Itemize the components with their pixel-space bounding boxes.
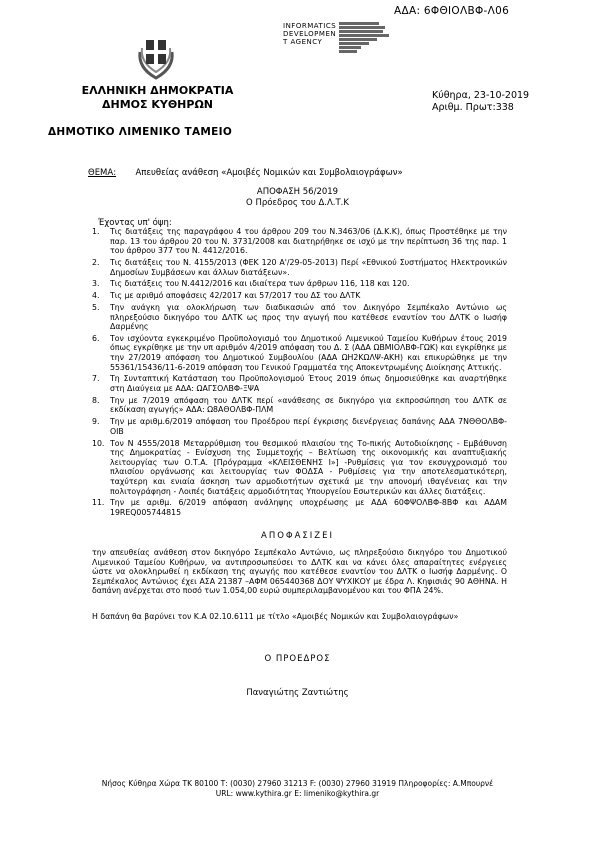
consideration-text: Τον Ν 4555/2018 Μεταρρύθμιση του θεσμικού πλαισίου της Το-πικής Αυτοδιοίκησης - Εμβάθυνση της Δημοκρατίας - Ενίσχυση της Συμμετοχής – Βελτίωση της οικονομικής και αναπτυξιακής λειτουργίας των Ο.Τ.Α. [Πρόγραμμα «ΚΛΕΙΣΘΕΝΗΣ Ι»] -Ρυθμίσεις για τον εκσυγχρονισμό του πλαισίου οργάνωσης και λειτουργίας των ΦΟΔΣΑ - Ρυθμίσεις για την αποτελεσματικότερη, ταχύτερη και ενιαία άσκηση των αρμοδιοτήτων σχετικά με την απονομή ιθαγένειας και την πολιτογράφηση - Λοιπές διατάξεις αρμοδιότητας Υπουργείου Εσωτερικών και άλλες διατάξεις. [110,438,507,496]
consideration-number: 2. [92,257,100,267]
consideration-text: Την με αριθμ. 6/2019 απόφαση ανάληψης υποχρέωσης με ΑΔΑ 60ΦΨΟΛΒΦ-8ΒΦ και ΑΔΑΜ 19REQ005744815 [110,498,507,517]
consideration-text: Τον ισχύοντα εγκεκριμένο Προϋπολογισμό του Δημοτικού Λιμενικού Ταμείου Κυθήρων έτους 2019 όπως εγκρίθηκε με την υπ αριθμόν 4/2019 απόφαση του Δ. Σ (ΑΔΑ ΩΒΜΙΟΛΒΦ-ΓΩΚ) και εγκρίθηκε με την 27/2019 απόφαση του Δημοτικού Συμβουλίου (ΑΔΑ ΩΗ2ΚΩΛΨ-ΑΚΗ) και επικυρώθηκε με την 55361/15436/11-6-2019 απόφαση του Γενικού Γραμματέα της Αποκεντρωμένης Διοίκησης Αττικής. [110,333,507,372]
signature-name: Παναγιώτης Ζαντιώτης [246,688,349,698]
greek-emblem-icon [132,32,180,80]
agency-block [283,22,393,46]
consideration-item [92,303,507,332]
consideration-item [92,498,507,517]
consideration-number: 10. [92,438,105,448]
consideration-text: Τις διατάξεις της παραγράφου 4 του άρθρου 209 του Ν.3463/06 (Δ.Κ.Κ), όπως Προστέθηκε με την παρ. 13 του άρθρου 20 του Ν. 3731/2008 και διατηρήθηκε σε ισχύ με την περίπτωση 36 της παρ. 1 του άρθρου 377 του Ν. 4412/2016. [110,227,507,256]
agency-line: INFORMATICS [283,22,337,30]
agency-line: T AGENCY [283,38,323,46]
consideration-number: 4. [92,291,100,301]
subject-text: Απευθείας ανάθεση «Αμοιβές Νομικών και Συμβολαιογράφων» [135,168,403,178]
ada-code: ΑΔΑ: 6ΦΘΙΟΛΒΦ-Λ06 [394,5,510,17]
protocol-number: Αριθμ. Πρωτ:338 [432,102,514,113]
consideration-text: Την με αριθμ.6/2019 απόφαση του Προέδρου περί έγκρισης διενέργειας δαπάνης ΑΔΑ 7ΝΘΘΟΛΒΦ-ΟΙΒ [110,417,507,436]
consideration-item [92,291,507,301]
decision-number: ΑΠΟΦΑΣΗ 56/2019 [256,187,339,197]
consideration-number: 3. [92,279,100,289]
municipality-name: ΔΗΜΟΣ ΚΥΘΗΡΩΝ [101,98,214,111]
consideration-item [92,258,507,277]
footer [0,779,595,799]
consideration-number: 6. [92,333,100,343]
footer-contact: Νήσος Κύθηρα Χώρα ΤΚ 80100 Τ: (0030) 27960 31213 F: (0030) 27960 31919 Πληροφορίες: Α.Μπουρνέ [101,779,494,788]
considerations-list [92,227,507,520]
consideration-text: Την ανάγκη για ολοκλήρωση των διαδικασιών από τον Δικηγόρο Σεμπέκαλο Αντώνιο ως πληρεξούσιο δικηγόρο του ΔΛΤΚ ως προς την αγωγή που κατέθεσε εναντίον του ΔΛΤΚ ο Ιωσήφ Δαρμένης [110,302,507,332]
expense-line: Η δαπάνη θα βαρύνει τον Κ.Α 02.10.6111 με τίτλο «Αμοιβές Νομικών και Συμβολαιογράφων» [92,612,459,621]
decision-by: Ο Πρόεδρος του Δ.Λ.Τ.Κ [246,198,349,208]
republic-name: ΕΛΛΗΝΙΚΗ ΔΗΜΟΚΡΑΤΙΑ [81,84,234,97]
date-protocol [432,90,529,114]
decision-heading [0,187,595,209]
consideration-text: Την με 7/2019 απόφαση του ΔΛΤΚ περί «ανάθεσης σε δικηγόρο για εκπροσώπηση του ΔΛΤΚ σε εκδίκαση αγωγής» ΑΔΑ: Ω8ΑΘΟΛΒΦ-ΠΛΜ [110,395,507,415]
consideration-number: 7. [92,374,100,384]
consideration-text: Τις με αριθμό αποφάσεις 42/2017 και 57/2017 του ΔΣ του ΔΛΤΚ [110,291,361,301]
consideration-item [92,334,507,372]
consideration-item [92,374,507,393]
consideration-text: Τη Συνταπτική Κατάσταση του Προϋπολογισμού Έτους 2019 όπως δημοσιεύθηκε και αναρτήθηκε στη Διαύγεια με ΑΔΑ: ΩΑΓΣΟΛΒΦ-ΞΨΑ [110,374,507,394]
agency-line: DEVELOPMEN [283,30,337,38]
consideration-item [92,396,507,415]
consideration-item [92,439,507,497]
decision-body: την απευθείας ανάθεση στον δικηγόρο Σεμπέκαλο Αντώνιο, ως πληρεξούσιο δικηγόρο του Δημοτικού Λιμενικού Ταμείου Κυθήρων, να αντιπροσωπεύσει το ΔΛΤΚ και να κάνει όλες απαραίτητες ενέργειες ώστε να ολοκληρωθεί η εκδίκαση της αγωγής που κατέθεσε εναντίον του ΔΛΤΚ ο Ιωσήφ Δαρμένης. Ο Σεμπέκαλος Αντώνιος έχει ΑΣΑ 21387 –ΑΦΜ 065440368 ΔΟΥ ΨΥΧΙΚΟΥ με έδρα Λ. Κηφισιάς 90 ΑΘΗΝΑ. Η δαπάνη ανέρχεται στο ποσό των 1.054,00 ευρώ συμπεριλαμβανομένου και του ΦΠΑ 24%. [92,548,507,596]
footer-web: URL: www.kythira.gr E: limeniko@kythira.gr [215,789,380,798]
decides-heading: ΑΠΟΦΑΣΙΖΕΙ [261,531,334,541]
having-label: Έχοντας υπ' όψη: [98,218,172,228]
consideration-number: 8. [92,395,100,405]
consideration-number: 11. [92,498,105,508]
subject-label: ΘΕΜΑ: [88,168,117,178]
fund-name: ΔΗΜΟΤΙΚΟ ΛΙΜΕΝΙΚΟ ΤΑΜΕΙΟ [48,126,233,138]
consideration-number: 5. [92,302,100,312]
subject-line [88,168,403,178]
consideration-item [92,279,507,289]
president-title: Ο ΠΡΟΕΔΡΟΣ [264,654,331,664]
consideration-text: Τις διατάξεις του Ν.4412/2016 και ιδιαίτερα των άρθρων 116, 118 και 120. [110,279,410,289]
consideration-item [92,417,507,436]
consideration-item [92,227,507,256]
agency-logo [339,22,399,62]
consideration-text: Τις διατάξεις του Ν. 4155/2013 (ΦΕΚ 120 Α'/29-05-2013) Περί «Εθνικού Συστήματος Ηλεκτρονικών Δημοσίων Συμβάσεων και άλλων διατάξεων». [110,257,507,277]
place-date: Κύθηρα, 23-10-2019 [432,90,530,101]
issuer-title [70,84,245,112]
consideration-number: 9. [92,417,100,427]
consideration-number: 1. [92,227,100,236]
